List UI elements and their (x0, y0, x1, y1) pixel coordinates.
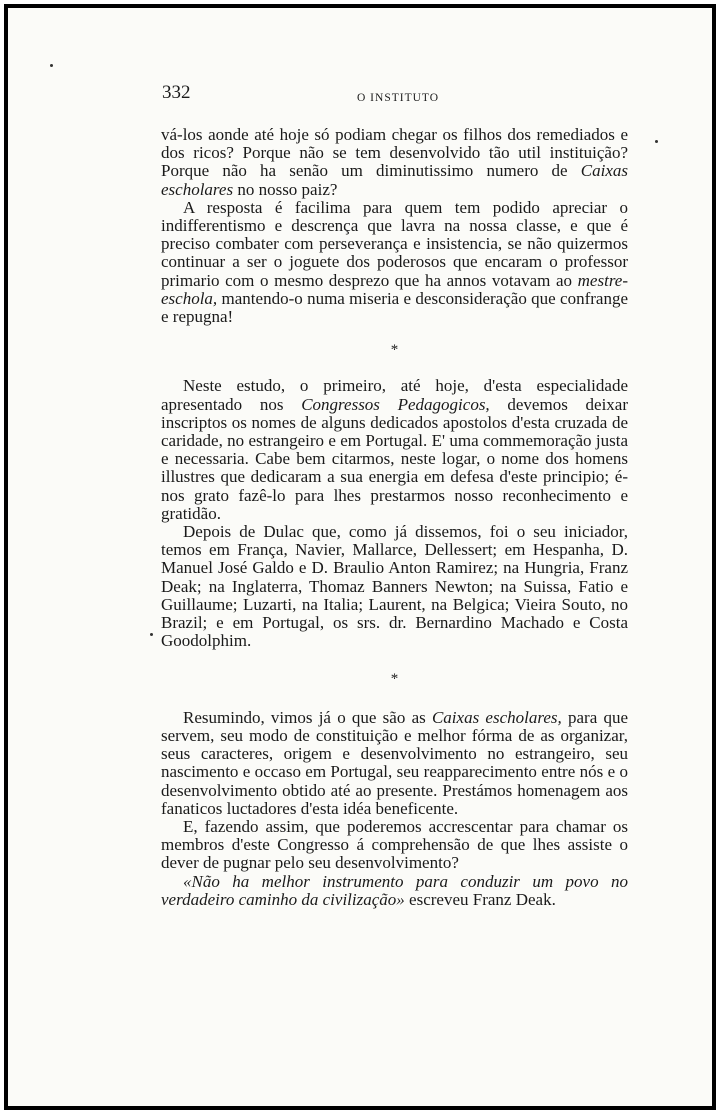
section-separator: * (390, 342, 399, 359)
print-speck (50, 64, 53, 67)
paragraph: A resposta é facilima para quem tem podido apreciar o indifferentismo e descrença que lavra na nossa classe, e que é preciso combater com perseverança e insistencia, se não quizermos continuar a ser o joguete dos poderosos que encaram o professor primario com o mesmo desprezo que ha annos votavam ao mestre-eschola, mantendo-o numa miseria e desconsideração que confrange e repugna! (161, 197, 629, 327)
section-separator: * (390, 671, 399, 688)
page-number: 332 (162, 82, 191, 103)
paragraph: E, fazendo assim, que poderemos accrescentar para chamar os membros d'este Congresso á comprehensão de que lhes assiste o dever de pugnar pelo seu desenvolvimento? (161, 816, 628, 873)
print-speck (150, 633, 153, 636)
running-title: O INSTITUTO (357, 92, 440, 104)
print-speck (655, 140, 658, 143)
paragraph: vá-los aonde até hoje só podiam chegar os filhos dos remediados e dos ricos? Porque não se tem desenvolvido tão util instituição? Porque não ha senão um diminutissimo numero de Caixas escholares no nosso paiz? (161, 125, 629, 199)
paragraph: Neste estudo, o primeiro, até hoje, d'esta especialidade apresentado nos Congressos Pedagogicos, devemos deixar inscriptos os nomes de alguns dedicados apostolos d'esta cruzada de caridade, no estrangeiro e em Portugal. E' uma commemoração justa e necessaria. Cabe bem citarmos, neste logar, o nome dos homens illustres que dedicaram a sua energia em defesa d'este principio; é-nos grato fazê-lo para lhes prestarmos nosso reconhecimento e gratidão. (161, 376, 628, 523)
body-text (161, 126, 628, 909)
quotation: «Não ha melhor instrumento para conduzir um povo no verdadeiro caminho da civilização» escreveu Franz Deak. (161, 871, 628, 909)
paragraph: Resumindo, vimos já o que são as Caixas escholares, para que servem, seu modo de constituição e melhor fórma de as organizar, seus caracteres, origem e desenvolvimento no estrangeiro, seu nascimento e occaso em Portugal, seu reapparecimento entre nós e o desenvolvimento obtido até ao presente. Prestámos homenagem aos fanaticos luctadores d'esta idéa beneficente. (161, 707, 629, 818)
paragraph: Depois de Dulac que, como já dissemos, foi o seu iniciador, temos em França, Navier, Mallarce, Dellessert; em Hespanha, D. Manuel José Galdo e D. Braulio Anton Ramirez; na Hungria, Franz Deak; na Inglaterra, Thomaz Banners Newton; na Suissa, Fatio e Guillaume; Luzarti, na Italia; Laurent, na Belgica; Vieira Souto, no Brazil; e em Portugal, os srs. dr. Bernardino Machado e Costa Goodolphim. (161, 522, 628, 651)
